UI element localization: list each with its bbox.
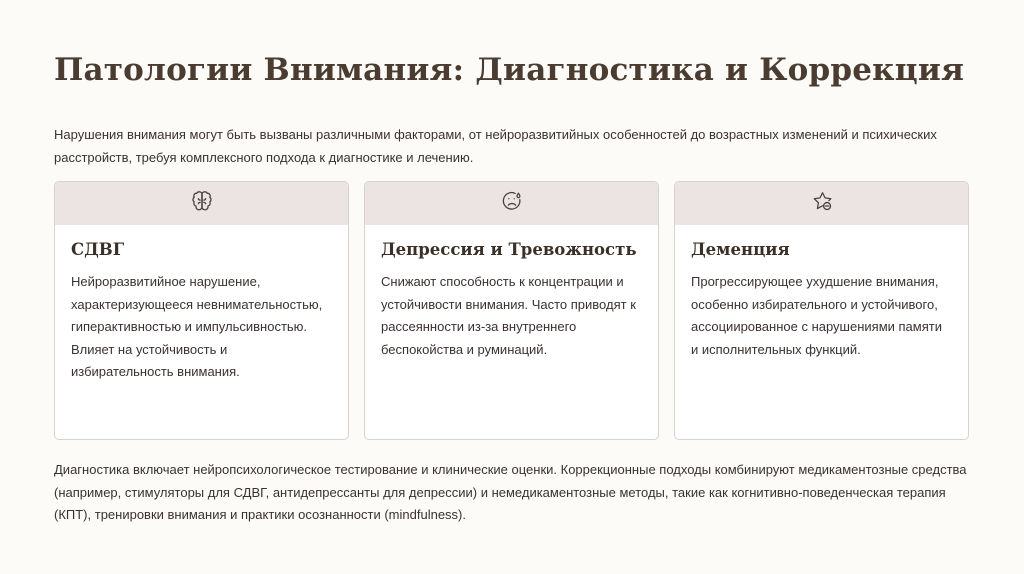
card-header: [55, 182, 348, 225]
intro-paragraph: Нарушения внимания могут быть вызваны различными факторами, от нейроразвитийных особенностей до возрастных изменений и психических расстройств, требуя комплексного подхода к диагностике и лечению.: [54, 127, 937, 165]
card-header: [675, 182, 968, 225]
card-title: Деменция: [691, 240, 790, 259]
card-title: СДВГ: [71, 240, 125, 259]
card-text: Снижают способность к концентрации и устойчивости внимания. Часто приводят к рассеянности из-за внутреннего беспокойства и руминаций.: [381, 274, 636, 357]
brain-icon: [191, 190, 213, 217]
card-adhd: [54, 181, 349, 440]
outro-paragraph: Диагностика включает нейропсихологическое тестирование и клинические оценки. Коррекционные подходы комбинируют медикаментозные средства (например, стимуляторы для СДВГ, антидепрессанты для депрессии) и немедикаментозные методы, такие как когнитивно-поведенческая терапия (КПТ), тренировки внимания и практики осознанности (mindfulness).: [54, 462, 967, 522]
card-title: Депрессия и Тревожность: [381, 240, 637, 259]
card-dementia: [674, 181, 969, 440]
card-depression: [364, 181, 659, 440]
card-text: Прогрессирующее ухудшение внимания, особенно избирательного и устойчивого, ассоциированное с нарушениями памяти и исполнительных функций.: [691, 274, 942, 357]
sad-face-icon: [501, 190, 523, 217]
card-header: [365, 182, 658, 225]
star-minus-icon: [811, 190, 833, 217]
slide-title: Патологии Внимания: Диагностика и Коррекция: [54, 52, 965, 88]
card-text: Нейроразвитийное нарушение, характеризующееся невнимательностью, гиперактивностью и импульсивностью. Влияет на устойчивость и избирательность внимания.: [71, 274, 323, 379]
